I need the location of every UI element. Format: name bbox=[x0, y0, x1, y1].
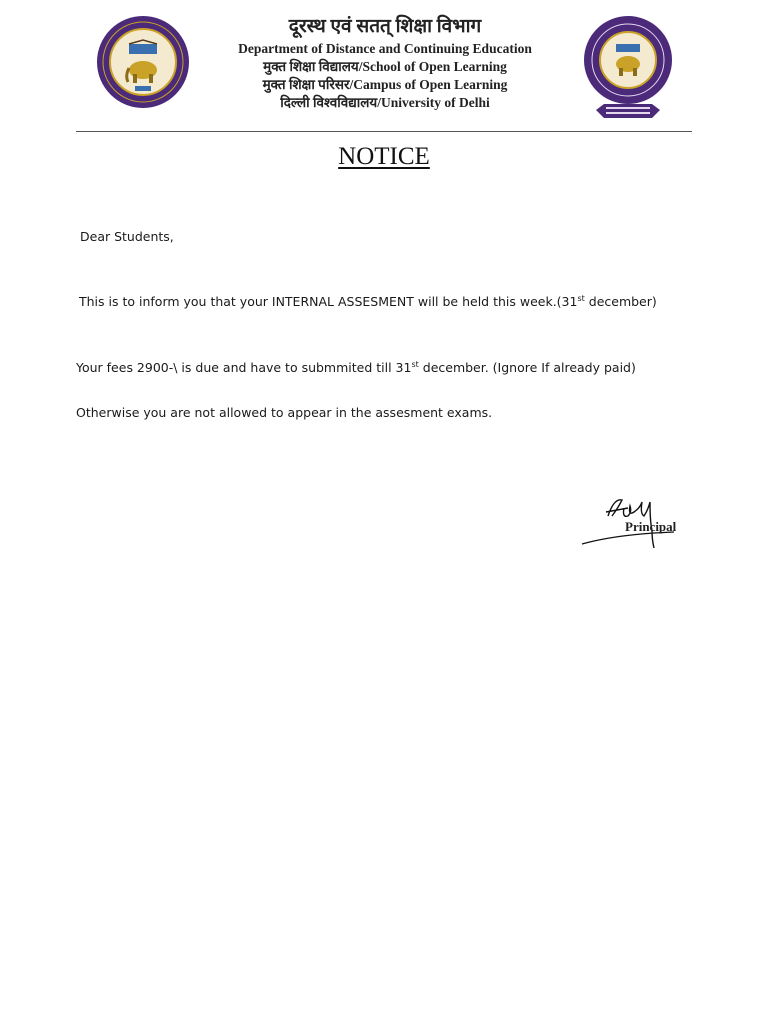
notice-paragraph-3: Otherwise you are not allowed to appear in the assesment exams. bbox=[76, 405, 493, 420]
signatory-title: Principal bbox=[625, 519, 677, 534]
notice-paragraph-1 bbox=[79, 294, 657, 309]
school-name: मुक्त शिक्षा विद्यालय/School of Open Learning bbox=[263, 59, 507, 74]
p2-superscript: st bbox=[411, 360, 419, 369]
department-name: Department of Distance and Continuing Education bbox=[238, 41, 532, 56]
notice-paragraph-2 bbox=[76, 360, 636, 375]
university-name: दिल्ली विश्वविद्यालय/University of Delhi bbox=[280, 95, 490, 110]
campus-name: मुक्त शिक्षा परिसर/Campus of Open Learning bbox=[262, 77, 508, 92]
campus-seal-logo bbox=[582, 14, 674, 126]
header-text bbox=[200, 14, 570, 112]
header-divider bbox=[76, 131, 692, 132]
p1-text: This is to inform you that your INTERNAL ASSESMENT will be held this week.(31 bbox=[79, 294, 578, 309]
university-seal-logo bbox=[95, 14, 191, 110]
p2-text-end: december. (Ignore If already paid) bbox=[418, 360, 636, 375]
greeting: Dear Students, bbox=[80, 229, 174, 244]
p2-text: Your fees 2900-\ is due and have to submmited till 31 bbox=[76, 360, 412, 375]
p1-superscript: st bbox=[577, 294, 585, 303]
hindi-title: दूरस्थ एवं सतत् शिक्षा विभाग bbox=[288, 16, 482, 37]
p1-text-end: december) bbox=[584, 294, 657, 309]
notice-title: NOTICE bbox=[338, 143, 430, 170]
